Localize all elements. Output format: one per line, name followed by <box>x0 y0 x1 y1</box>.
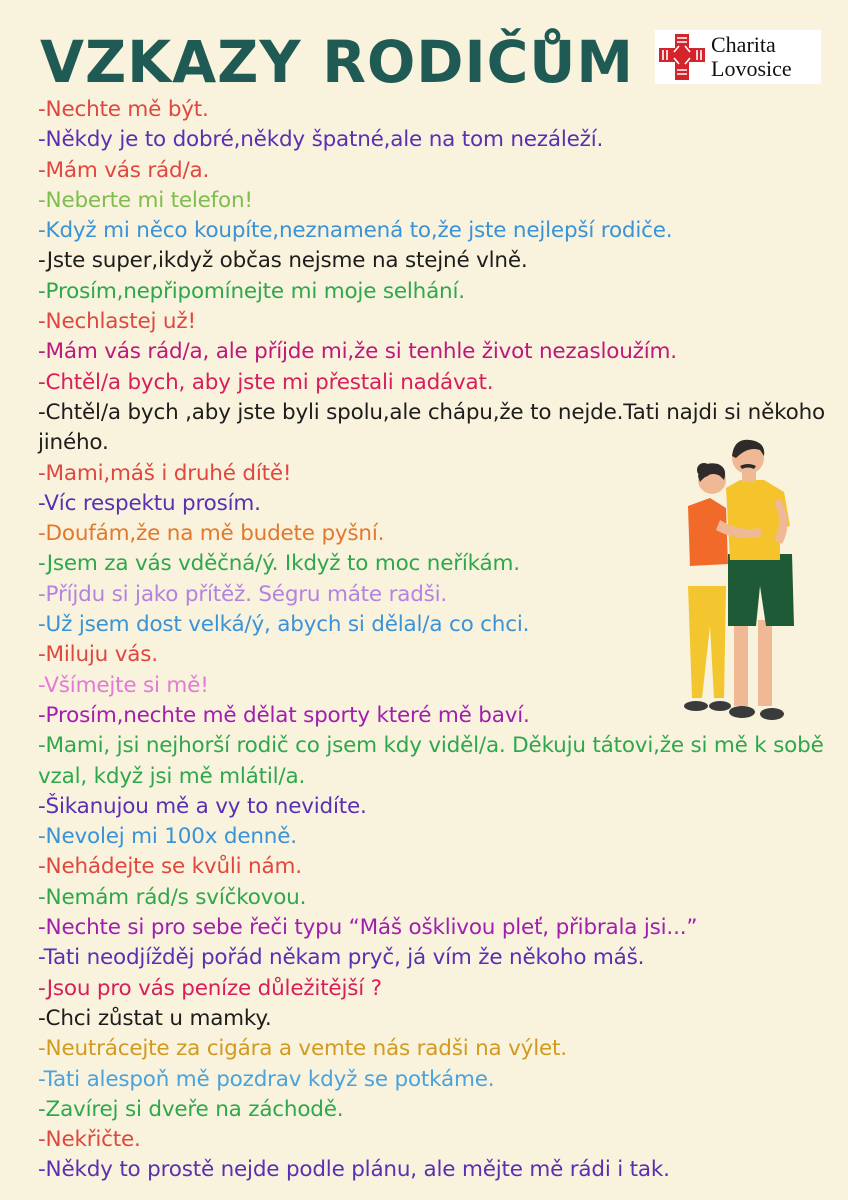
message-line: -Všímejte si mě! <box>38 672 209 698</box>
message-line: -Příjdu si jako přítěž. Ségru máte radši. <box>38 581 448 607</box>
message-line: -Někdy je to dobré,někdy špatné,ale na tom nezáleží. <box>38 127 604 153</box>
message-line: -Šikanujou mě a vy to nevidíte. <box>38 793 367 819</box>
caritas-cross-icon <box>657 32 707 82</box>
message-line: -Mám vás rád/a, ale příjde mi,že si tenhle život nezasloužím. <box>38 339 677 365</box>
page-title: VZKAZY RODIČŮM <box>40 28 634 96</box>
message-line: -Když mi něco koupíte,neznamená to,že jste nejlepší rodiče. <box>38 218 673 244</box>
message-line: -Prosím,nechte mě dělat sporty které mě baví. <box>38 702 530 728</box>
message-line: -Neutrácejte za cigára a vemte nás radši na výlet. <box>38 1036 567 1062</box>
embracing-couple-illustration <box>680 436 800 728</box>
message-line: -Chtěl/a bych ,aby jste byli spolu,ale chápu,že to nejde.Tati najdi si někoho jiného. <box>38 399 825 456</box>
message-line: -Chci zůstat u mamky. <box>38 1005 272 1031</box>
message-line: -Nevolej mi 100x denně. <box>38 824 297 850</box>
message-line: -Zavírej si dveře na záchodě. <box>38 1096 344 1122</box>
message-line: -Tati neodjížděj pořád někam pryč, já vím že někoho máš. <box>38 945 645 971</box>
message-line: -Nechte si pro sebe řeči typu “Máš ošklivou pleť, přibrala jsi...” <box>38 915 698 941</box>
logo-text <box>711 33 792 81</box>
message-line: -Tati alespoň mě pozdrav když se potkáme. <box>38 1066 495 1092</box>
message-line: -Mami,máš i druhé dítě! <box>38 460 292 486</box>
message-line: -Nehádejte se kvůli nám. <box>38 854 302 880</box>
message-line: -Jste super,ikdyž občas nejsme na stejné vlně. <box>38 248 528 274</box>
message-line: -Doufám,že na mě budete pyšní. <box>38 521 385 547</box>
charita-logo <box>655 30 821 84</box>
logo-line-lovosice: Lovosice <box>711 56 792 81</box>
message-line: -Prosím,nepřipomínejte mi moje selhání. <box>38 278 465 304</box>
logo-line-charita: Charita <box>711 32 776 57</box>
message-line: -Jsem za vás vděčná/ý. Ikdyž to moc neříkám. <box>38 551 520 577</box>
message-line: -Miluju vás. <box>38 642 158 668</box>
message-line: -Chtěl/a bych, aby jste mi přestali nadávat. <box>38 369 494 395</box>
message-line: -Nechlastej už! <box>38 309 196 335</box>
message-line: -Už jsem dost velká/ý, abych si dělal/a co chci. <box>38 612 530 638</box>
message-line: -Jsou pro vás peníze důležitější ? <box>38 975 382 1001</box>
message-line: -Nechte mě být. <box>38 97 209 122</box>
message-line: -Mám vás rád/a. <box>38 157 210 183</box>
message-line: -Neberte mi telefon! <box>38 187 253 213</box>
message-line: -Mami, jsi nejhorší rodič co jsem kdy viděl/a. Děkuju tátovi,že si mě k sobě vzal, když jsi mě mlátil/a. <box>38 733 824 789</box>
message-line: -Víc respektu prosím. <box>38 490 261 516</box>
message-line: -Nemám rád/s svíčkovou. <box>38 884 307 910</box>
message-line: -Nekřičte. <box>38 1127 141 1153</box>
message-line: -Někdy to prostě nejde podle plánu, ale mějte mě rádi i tak. <box>38 1157 670 1183</box>
